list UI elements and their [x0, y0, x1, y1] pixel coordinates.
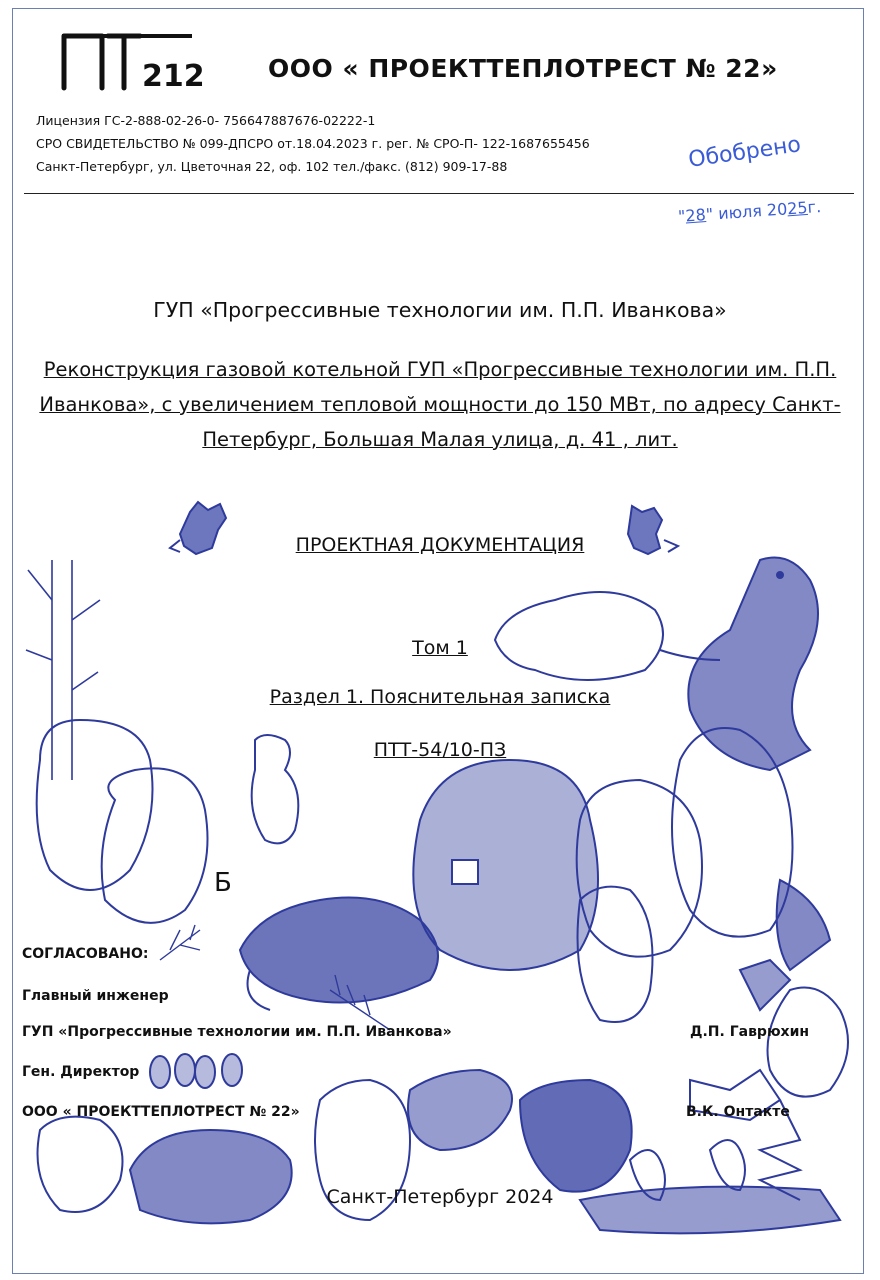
approved-date-mid: " июля 20 [705, 199, 788, 225]
company-name: ООО « ПРОЕКТТЕПЛОТРЕСТ № 22» [268, 54, 778, 83]
approved-date-year: 25 [786, 197, 809, 219]
approved-date-prefix: " [677, 206, 687, 226]
approver-role-1: Главный инженер [22, 988, 169, 1004]
project-title: Реконструкция газовой котельной ГУП «Прогрессивные технологии им. П.П. Иванкова», с увеличением тепловой мощности до 150 МВт, по адресу Санкт-Петербург, Большая Малая улица, д. 41 , лит. [39, 358, 841, 451]
approver-role-2: Ген. Директор [22, 1064, 140, 1080]
approver-org-2: ООО « ПРОЕКТТЕПЛОТРЕСТ № 22» [22, 1104, 300, 1120]
approver-name-1: Д.П. Гаврюхин [690, 1024, 810, 1040]
approver-name-2: В.К. Онтакте [686, 1104, 790, 1120]
company-logo [58, 26, 205, 96]
beaver-right-group [577, 728, 848, 1097]
beaver-bottom-group [38, 1070, 841, 1233]
approved-date-day: 28 [684, 205, 707, 226]
address-line: Санкт-Петербург, ул. Цветочная 22, оф. 102 тел./факс. (812) 909-17-88 [36, 159, 508, 174]
svg-text:212: 212 [142, 59, 205, 94]
sro-line: СРО СВИДЕТЕЛЬСТВО № 099-ДПСРО от.18.04.2023 г. рег. № СРО-П- 122-1687655456 [36, 136, 590, 151]
beaver-lying-top [495, 592, 720, 680]
doodle-letter: Б [214, 868, 232, 898]
document-code: ПТТ-54/10-ПЗ [373, 739, 507, 761]
approver-org-1: ГУП «Прогрессивные технологии им. П.П. Иванкова» [22, 1024, 452, 1040]
client-name: ГУП «Прогрессивные технологии им. П.П. Иванкова» [153, 298, 727, 322]
approved-date-suffix: г. [806, 197, 822, 217]
city-year: Санкт-Петербург 2024 [326, 1186, 554, 1208]
approved-stamp: Обобрено [686, 132, 803, 173]
tiny-beavers-row [150, 1054, 242, 1088]
beaver-big-center [413, 760, 598, 970]
approvals-heading: СОГЛАСОВАНО: [22, 946, 149, 962]
license-line: Лицензия ГС-2-888-02-26-0- 756647887676-02222-1 [36, 113, 376, 128]
header-divider [24, 193, 854, 194]
document-type: ПРОЕКТНАЯ ДОКУМЕНТАЦИЯ [295, 534, 585, 556]
section-label: Раздел 1. Пояснительная записка [269, 686, 611, 708]
volume-label: Том 1 [412, 637, 468, 659]
